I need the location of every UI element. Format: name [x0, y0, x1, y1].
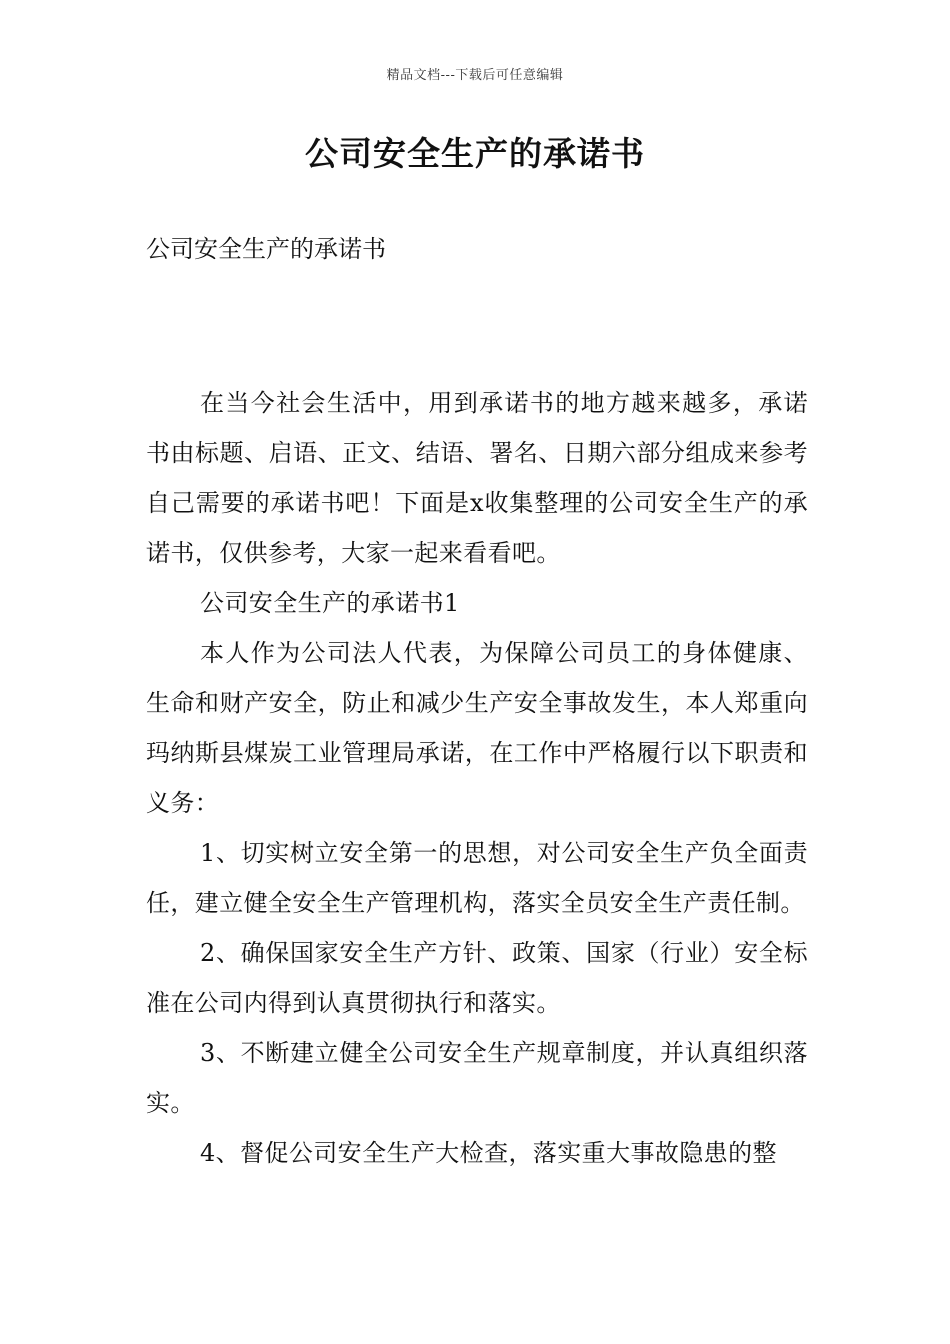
list-item-4: 4、督促公司安全生产大检查，落实重大事故隐患的整 [200, 1139, 777, 1167]
header-note: 精品文档---下载后可任意编辑 [386, 68, 564, 83]
list-item-1: 1、切实树立安全第一的思想，对公司安全生产负全面责任，建立健全安全生产管理机构，落实全员安全生产责任制。 [146, 839, 808, 917]
intro-paragraph: 在当今社会生活中，用到承诺书的地方越来越多，承诺书由标题、启语、正文、结语、署名、日期六部分组成来参考自己需要的承诺书吧！下面是x收集整理的公司安全生产的承诺书，仅供参考，大家一起来看看吧。 [146, 389, 808, 567]
document-body [146, 378, 808, 1178]
section-heading: 公司安全生产的承诺书1 [200, 589, 460, 617]
list-item-2: 2、确保国家安全生产方针、政策、国家（行业）安全标准在公司内得到认真贯彻执行和落实。 [146, 939, 808, 1017]
document-title: 公司安全生产的承诺书 [305, 134, 645, 173]
list-item-3: 3、不断建立健全公司安全生产规章制度，并认真组织落实。 [146, 1039, 808, 1117]
commitment-paragraph: 本人作为公司法人代表，为保障公司员工的身体健康、生命和财产安全，防止和减少生产安全事故发生，本人郑重向玛纳斯县煤炭工业管理局承诺，在工作中严格履行以下职责和义务： [146, 639, 808, 817]
document-subtitle: 公司安全生产的承诺书 [146, 235, 386, 263]
